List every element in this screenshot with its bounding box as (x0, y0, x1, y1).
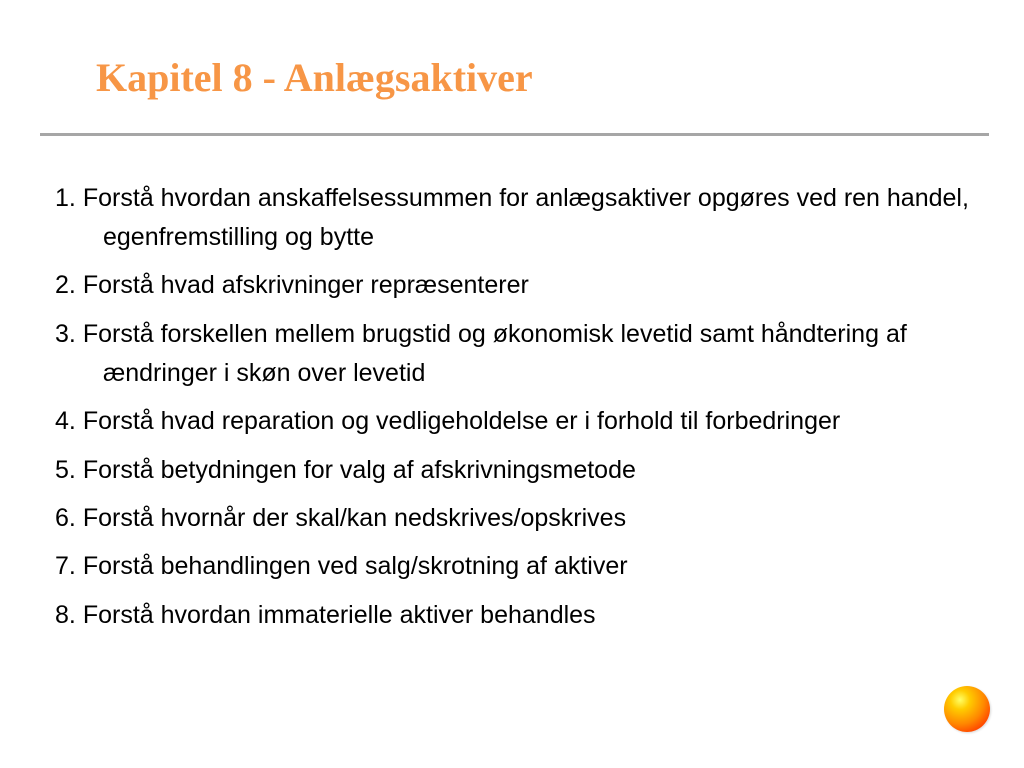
list-item (55, 179, 990, 257)
objective-number: 8. (55, 600, 76, 629)
objective-number: 7. (55, 552, 76, 581)
objective-number: 2. (55, 271, 76, 300)
list-item (55, 402, 990, 441)
objective-text: Forstå hvornår der skal/kan nedskrives/opskrives (82, 503, 627, 532)
list-item (55, 499, 990, 538)
title-divider (40, 133, 989, 136)
list-item (55, 547, 990, 586)
list-item (55, 596, 990, 635)
objective-number: 6. (55, 503, 76, 532)
slide-title: Kapitel 8 - Anlægsaktiver (96, 55, 533, 100)
objective-text: Forstå hvordan immaterielle aktiver behandles (82, 600, 596, 629)
objective-number: 3. (55, 319, 76, 348)
objective-number: 5. (55, 455, 76, 484)
list-item (55, 266, 990, 305)
objective-text: Forstå forskellen mellem brugstid og økonomisk levetid samt håndtering af ændringer i skøn over levetid (82, 319, 907, 387)
orange-orb-icon (944, 686, 990, 732)
objective-number: 4. (55, 407, 76, 436)
objective-text: Forstå behandlingen ved salg/skrotning af aktiver (82, 552, 628, 581)
objective-text: Forstå betydningen for valg af afskrivningsmetode (82, 455, 636, 484)
objective-number: 1. (55, 184, 76, 212)
objective-text: Forstå hvad reparation og vedligeholdelse er i forhold til forbedringer (82, 407, 841, 436)
objectives-list (55, 179, 990, 644)
objective-text: Forstå hvad afskrivninger repræsenterer (82, 271, 529, 300)
list-item (55, 451, 990, 490)
list-item (55, 315, 990, 393)
objective-text: Forstå hvordan anskaffelsessummen for anlægsaktiver opgøres ved ren handel, egenfremstilling og bytte (82, 184, 969, 251)
